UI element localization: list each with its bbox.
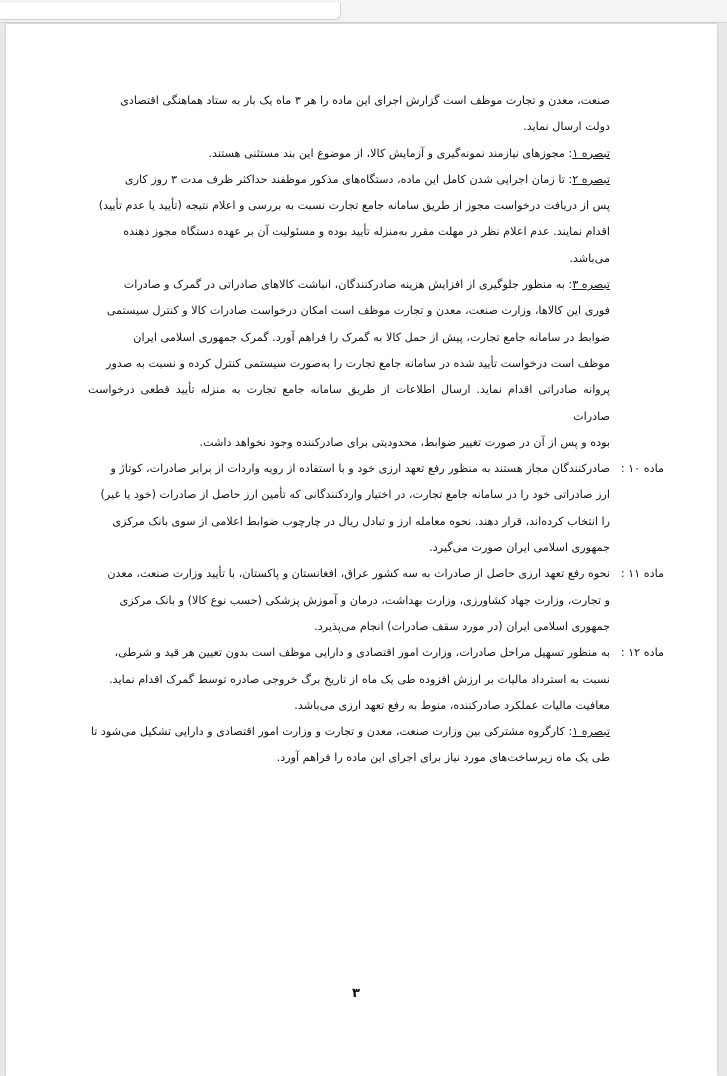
line-text: بوده و پس از آن در صورت تغییر ضوابط، محدودیتی برای صادرکننده وجود نخواهد داشت. <box>199 435 610 449</box>
line-text: پس از دریافت درخواست مجوز از طریق سامانه جامع تجارت نسبت به بررسی و اعلام نتیجه (تأیید یا عدم تأیید) <box>98 199 610 213</box>
article-label: ماده ۱۲ : <box>620 646 664 660</box>
article-block <box>88 456 664 561</box>
text-line <box>88 114 610 140</box>
article-block <box>88 640 664 719</box>
line-text: ارز صادراتی خود را در سامانه جامع تجارت، در اختیار واردکنندگانی که تأمین ارز حاصل از صادرات (خود یا غیر) <box>100 488 610 502</box>
document-body <box>88 88 664 772</box>
line-text: اقدام نمایند. عدم اعلام نظر در مهلت مقرر به‌منزله تأیید بوده و مسئولیت آن بر عهده دستگاه مجوز دهنده <box>123 225 610 239</box>
text-line <box>88 561 610 587</box>
text-line <box>88 482 610 508</box>
text-line <box>88 325 610 351</box>
line-text: دولت ارسال نماید. <box>523 120 610 134</box>
line-text: را انتخاب کرده‌اند، قرار دهند. نحوه معامله ارز و تبادل ریال در چارچوب ضوابط اعلامی از سوی بانک مرکزی <box>112 514 610 528</box>
text-line <box>88 745 610 771</box>
note-label: تبصره ۱ <box>572 725 610 739</box>
line-text: صادرکنندگان مجاز هستند به منظور رفع تعهد ارزی خود و با استفاده از رویه واردات از برابر صادرات، کوتاژ و <box>110 462 610 476</box>
viewer-top-bar <box>0 0 727 23</box>
text-line <box>88 141 610 167</box>
note-block <box>88 141 610 167</box>
line-text: معافیت مالیات عملکرد صادرکننده، منوط به رفع تعهد ارزی می‌باشد. <box>294 698 610 712</box>
text-line <box>88 219 610 245</box>
text-block <box>88 88 610 141</box>
text-line <box>88 667 610 693</box>
text-line <box>88 430 610 456</box>
line-text: ضوابط در سامانه جامع تجارت، پیش از حمل کالا به گمرک را فراهم آورد. گمرک جمهوری اسلامی ایران <box>133 330 610 344</box>
line-text: : کارگروه مشترکی بین وزارت صنعت، معدن و تجارت و وزارت امور اقتصادی و دارایی تشکیل می‌شود تا <box>90 725 573 739</box>
line-text: صنعت، معدن و تجارت موظف است گزارش اجرای این ماده را هر ۳ ماه یک بار به ستاد هماهنگی اقتصادی <box>120 94 610 107</box>
line-text: فوری این کالاها، وزارت صنعت، معدن و تجارت موظف است امکان درخواست صادرات کالا و کنترل سیستمی <box>106 304 610 318</box>
note-label: تبصره ۲ <box>572 172 610 186</box>
text-line <box>88 298 610 324</box>
article-block <box>88 561 664 640</box>
line-text: : به منظور جلوگیری از افزایش هزینه صادرکنندگان، انباشت کالاهای صادراتی در گمرک و صادرات <box>123 278 573 292</box>
text-line <box>88 193 610 219</box>
text-line <box>88 693 610 719</box>
line-text: طی یک ماه زیرساخت‌های مورد نیاز برای اجرای این ماده را فراهم آورد. <box>276 751 610 765</box>
article-label: ماده ۱۱ : <box>620 567 664 581</box>
page-number: ۳ <box>352 986 360 1001</box>
text-line <box>88 246 610 272</box>
text-line <box>88 509 610 535</box>
text-line <box>88 640 610 666</box>
text-line <box>88 377 610 430</box>
line-text: نحوه رفع تعهد ارزی حاصل از صادرات به سه کشور عراق، افغانستان و پاکستان، با تأیید وزارت صنعت، معدن <box>107 567 610 581</box>
note-label: تبصره ۱ <box>572 146 610 160</box>
line-text: جمهوری اسلامی ایران صورت می‌گیرد. <box>429 541 610 555</box>
text-line <box>88 614 610 640</box>
line-text: پروانه صادراتی اقدام نماید. ارسال اطلاعات از طریق سامانه جامع تجارت به منزله تأیید قطعی درخواست صادرات <box>88 383 610 423</box>
text-line <box>88 535 610 561</box>
line-text: و تجارت، وزارت جهاد کشاورزی، وزارت بهداشت، درمان و آموزش پزشکی (حسب نوع کالا) و بانک مرکزی <box>119 593 610 607</box>
article-label: ماده ۱۰ : <box>620 462 664 476</box>
text-line <box>88 351 610 377</box>
text-line <box>88 719 610 745</box>
note-block <box>88 167 610 272</box>
line-text: : تا زمان اجرایی شدن کامل این ماده، دستگاه‌های مذکور موظفند حداکثر ظرف مدت ۳ روز کاری <box>124 172 573 186</box>
text-line <box>88 167 610 193</box>
text-line <box>88 456 610 482</box>
line-text: جمهوری اسلامی ایران (در مورد سقف صادرات) انجام می‌پذیرد. <box>314 619 610 633</box>
note-block <box>88 719 610 772</box>
note-label: تبصره ۳ <box>572 278 610 292</box>
text-line <box>88 88 610 114</box>
text-line <box>88 588 610 614</box>
line-text: به منظور تسهیل مراحل صادرات، وزارت امور اقتصادی و دارایی موظف است بدون تعیین هر قید و شرطی، <box>114 646 610 660</box>
line-text: می‌باشد. <box>569 251 610 265</box>
note-block <box>88 272 610 456</box>
line-text: موظف است درخواست تأیید شده در سامانه جامع تجارت را به‌صورت سیستمی کنترل کرده و نسبت به صدور <box>106 356 610 370</box>
line-text: : مجوزهای نیازمند نمونه‌گیری و آزمایش کالا، از موضوع این بند مستثنی هستند. <box>208 146 573 160</box>
line-text: نسبت به استرداد مالیات بر ارزش افزوده طی یک ماه از تاریخ برگ خروجی صادره توسط گمرک اقدام نماید. <box>109 672 610 686</box>
viewer-tab[interactable] <box>0 3 341 20</box>
text-line <box>88 272 610 298</box>
